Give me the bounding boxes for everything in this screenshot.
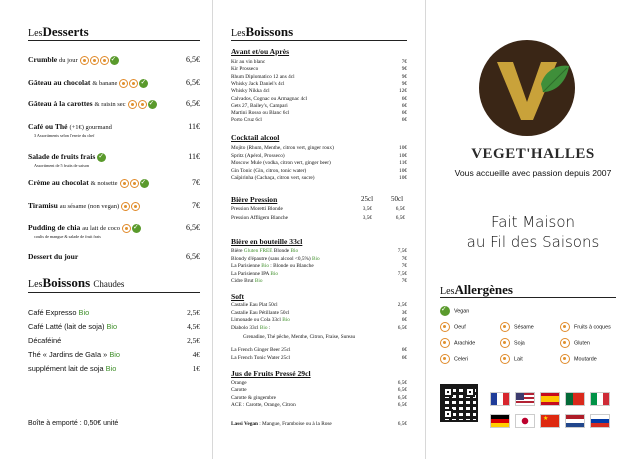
drink-row	[231, 96, 407, 102]
dessert-name: Crème au chocolat	[28, 178, 89, 187]
hot-drink-price: 4,5€	[187, 322, 200, 331]
gluten-free-label: Gluten FREE	[242, 248, 273, 254]
allergen-label: Sésame	[514, 324, 534, 331]
dessert-subtext: 3 Assortiments selon l'envie du chef	[34, 133, 95, 138]
hot-drink-price: 2,5€	[187, 308, 200, 317]
dessert-item	[28, 152, 200, 162]
allergen-icon	[120, 179, 129, 188]
drink-price: 6€	[401, 117, 407, 124]
dessert-item	[28, 99, 200, 109]
allergen-icons	[119, 78, 149, 88]
hot-drink-name: Décaféiné	[28, 336, 62, 345]
drink-price: 9€	[401, 66, 407, 73]
hot-drink-item	[28, 308, 200, 317]
allergen-entry	[440, 322, 466, 332]
dessert-price: 6,5€	[186, 223, 200, 232]
drink-section-header: Bière en bouteille 33cl	[231, 237, 303, 246]
flag-italy-icon[interactable]	[590, 392, 610, 406]
drink-name: Caïpirinha (Cachaça, citron vert, sucre)	[231, 175, 315, 182]
drink-row	[231, 206, 407, 212]
logo-v-icon	[479, 40, 575, 136]
drink-price: 11€	[399, 160, 407, 167]
drink-name: Orange	[231, 380, 247, 386]
bio-label: Bio	[269, 270, 279, 277]
drink-name: Bière	[231, 248, 243, 254]
drink-name: Martini Rosso ou Blanc 6cl	[231, 110, 290, 117]
drink-name: Kir au vin blanc	[231, 59, 266, 65]
drink-name: Carotte	[231, 387, 247, 394]
flag-japan-icon[interactable]	[515, 414, 535, 428]
bio-label: Bio	[280, 317, 290, 324]
allergen-icons	[120, 178, 150, 188]
drink-row	[231, 168, 407, 174]
drink-price: 7,5€	[397, 270, 407, 277]
drink-row	[231, 387, 407, 393]
vegan-icon	[139, 79, 148, 88]
allergen-icon	[122, 224, 131, 233]
drink-section-header: Soft	[231, 292, 245, 301]
drink-row	[231, 66, 407, 72]
drink-name: Pression Affligem Blanche	[231, 215, 288, 221]
drink-name: Pression Moretti Blonde	[231, 206, 283, 212]
hot-drink-price: 2,5€	[187, 336, 200, 345]
dessert-name: Tiramisu	[28, 201, 58, 210]
flag-netherlands-icon[interactable]	[565, 414, 585, 428]
drinks-title: LesBoissons	[231, 24, 294, 39]
allergen-icon	[119, 79, 128, 88]
drink-row	[231, 355, 407, 361]
dessert-name: Café ou Thé	[28, 122, 68, 131]
drink-row	[231, 153, 407, 159]
drink-price: 6,5€	[397, 380, 407, 386]
bio-label: Bio	[310, 255, 320, 262]
dessert-detail: au lait de coco	[82, 225, 120, 232]
dessert-price: 6,5€	[186, 55, 200, 64]
allergen-icon	[80, 56, 89, 65]
sesame-icon	[500, 322, 510, 332]
dessert-price: 6,5€	[186, 78, 200, 87]
egg-icon	[440, 322, 450, 332]
drink-price: 7€	[401, 263, 407, 270]
drink-row	[231, 310, 407, 316]
drink-price: 6€	[401, 317, 407, 324]
celery-icon	[440, 354, 450, 364]
dessert-item	[28, 78, 200, 88]
dessert-name: Pudding de chia	[28, 223, 81, 232]
takeaway-note: Boîte à emporté : 0,50€ unité	[28, 420, 119, 427]
allergen-icon	[131, 202, 140, 211]
allergen-entry	[440, 354, 468, 364]
allergen-icon	[90, 56, 99, 65]
drink-row	[231, 215, 407, 221]
allergen-entry	[440, 338, 475, 348]
drink-price: 6€	[401, 110, 407, 117]
bio-label: Bio	[78, 308, 90, 317]
dessert-item	[28, 201, 200, 211]
drink-name: Diabolo 33cl	[231, 324, 259, 331]
drink-price: 10€	[399, 175, 407, 182]
drink-price: 12€	[399, 88, 407, 95]
drink-price: 6€	[401, 102, 407, 109]
drink-row: Diabolo 33cl Bio : 6,5€	[231, 324, 407, 331]
bio-label: Bio	[105, 364, 117, 373]
hot-drink-name: Café Latté (lait de soja)	[28, 322, 105, 331]
hot-drinks-title: LesBoissons Chaudes	[28, 275, 125, 290]
drink-name: La French Ginger Beer 25cl	[231, 347, 291, 353]
drink-name: Whisky Jack Daniel's 4cl	[231, 80, 285, 87]
allergen-icons	[122, 223, 142, 233]
divider	[28, 40, 200, 41]
dessert-detail: & noisette	[90, 180, 118, 187]
drink-row	[231, 347, 407, 353]
drink-row	[231, 317, 407, 323]
allergen-icon	[130, 179, 139, 188]
nuts-icon	[560, 322, 570, 332]
dessert-item	[28, 55, 200, 65]
dessert-subtext: Assortiment de 5 fruits de saison	[34, 163, 90, 168]
drink-name: Porto Cruz 6cl	[231, 117, 262, 124]
drink-price: 6,5€	[397, 324, 407, 331]
allergen-entry	[560, 322, 611, 332]
drink-name: Castalie Eau Plat 50cl	[231, 302, 278, 308]
dessert-detail: du jour	[59, 57, 78, 64]
drink-name: La Parisienne IPA	[231, 270, 270, 277]
price-25cl: 3,5€	[362, 206, 372, 212]
hot-drink-item	[28, 350, 200, 359]
col-25cl: 25cl	[361, 195, 374, 203]
dessert-item	[28, 223, 200, 233]
drink-price: 7€	[401, 255, 407, 262]
allergen-label: Gluten	[574, 340, 590, 347]
drink-section-header: Jus de Fruits Pressé 29cl	[231, 369, 311, 378]
drink-row	[231, 278, 407, 284]
drink-row	[231, 380, 407, 386]
drinks-panel	[213, 0, 426, 459]
drink-section-header: Avant et/ou Après	[231, 47, 290, 56]
hot-drink-item	[28, 336, 200, 345]
dessert-price: 7€	[192, 178, 200, 187]
allergen-icons	[80, 55, 120, 65]
allergen-entry	[560, 354, 597, 364]
flag-russia-icon[interactable]	[590, 414, 610, 428]
dessert-detail: & raisin sec	[94, 101, 126, 108]
flag-china-icon[interactable]: ★	[540, 414, 560, 428]
drink-row	[231, 88, 407, 94]
mustard-icon	[560, 354, 570, 364]
dessert-subtext: coulis de mangue & salade de fruit frais	[34, 234, 101, 239]
brand-panel	[426, 0, 640, 459]
flag-usa-icon[interactable]	[515, 392, 535, 406]
divider	[28, 292, 200, 293]
drink-name: Spritz (Apérol, Prosseco)	[231, 152, 285, 159]
drink-section-header: Cocktail alcool	[231, 133, 280, 142]
drink-row	[231, 81, 407, 87]
drink-name: Gin Tonic (Gin, citron, tonic water)	[231, 167, 307, 174]
vegan-icon	[132, 224, 141, 233]
drink-price: 7€	[401, 59, 407, 65]
bio-label: Bio	[109, 350, 121, 359]
vegan-icon	[110, 56, 119, 65]
allergen-entry	[560, 338, 590, 348]
drink-price: 2,5€	[397, 302, 407, 308]
drink-row	[231, 110, 407, 116]
allergen-label: Lait	[514, 356, 523, 363]
drink-price: 6,5€	[397, 401, 407, 408]
drink-name: Mojito (Rhum, Menthe, citron vert, ginger roux)	[231, 145, 334, 151]
drink-row	[231, 402, 407, 408]
price-50cl: 6,5€	[395, 215, 405, 221]
dessert-detail: (+1€) gourmand	[69, 124, 112, 131]
peanut-icon	[440, 338, 450, 348]
gluten-icon	[560, 338, 570, 348]
allergen-icons	[121, 201, 141, 211]
allergen-label: Soja	[514, 340, 525, 347]
dessert-name: Gâteau au chocolat	[28, 78, 91, 87]
dessert-detail: au sésame (non vegan)	[59, 203, 120, 210]
flag-germany-icon[interactable]	[490, 414, 510, 428]
drink-name: Calvados, Cognac ou Armagnac 4cl	[231, 95, 308, 102]
drink-name: La Parisienne	[231, 263, 260, 270]
hot-drink-name: Café Expresso	[28, 308, 77, 317]
hot-drink-item	[28, 322, 200, 331]
drink-name: Castalie Eau Pétillante 50cl	[231, 309, 290, 316]
allergen-entry	[500, 338, 525, 348]
allergens-title: LesAllergènes	[440, 282, 513, 297]
allergen-label: Arachide	[454, 340, 476, 347]
allergen-icons	[97, 152, 107, 162]
drink-row	[231, 271, 407, 277]
drink-row	[231, 59, 407, 65]
slogan-line-1: Fait Maison	[490, 213, 576, 231]
drink-price: 10€	[399, 167, 407, 174]
dessert-price: 6,5€	[186, 99, 200, 108]
drink-row: Bière Gluten FREE Blonde Bio 7,5€	[231, 248, 407, 254]
desserts-title: LesDesserts	[28, 24, 89, 39]
drink-row	[231, 117, 407, 123]
drink-price: 9€	[401, 80, 407, 87]
dessert-name: Crumble	[28, 55, 58, 64]
dessert-name: Dessert du jour	[28, 252, 79, 261]
drink-name: ACE : Carotte, Orange, Citron	[231, 401, 296, 408]
dessert-name: Gâteau à la carottes	[28, 99, 93, 108]
bio-label: Bio	[258, 324, 268, 331]
drink-row	[231, 302, 407, 308]
drink-name: Moscow Mule (vodka, citron vert, ginger beer)	[231, 160, 331, 167]
divider	[440, 297, 616, 298]
drink-row	[231, 421, 407, 427]
flag-portugal-icon[interactable]	[565, 392, 585, 406]
hot-drink-price: 1€	[192, 364, 200, 373]
drink-price: 6€	[401, 347, 407, 353]
brand-logo	[479, 40, 575, 136]
allergen-label: Fruits à coques	[574, 324, 611, 331]
desserts-panel	[0, 0, 213, 459]
brand-name: VEGET'HALLES	[471, 146, 595, 162]
allergen-label: Celeri	[454, 356, 469, 363]
drink-price: 3€	[401, 309, 407, 316]
drink-price: 6,5€	[397, 421, 407, 427]
flag-spain-icon[interactable]	[540, 392, 560, 406]
allergen-entry	[440, 306, 469, 316]
divider	[231, 40, 407, 41]
vegan-icon	[140, 179, 149, 188]
bio-label: Bio	[106, 322, 118, 331]
dessert-price: 6,5€	[186, 252, 200, 261]
allergen-icon	[138, 100, 147, 109]
dessert-item	[28, 122, 200, 131]
milk-icon	[500, 354, 510, 364]
dessert-price: 11€	[188, 122, 200, 131]
drink-price: 9€	[401, 73, 407, 80]
allergen-icons	[128, 99, 158, 109]
drink-price: 7€	[401, 278, 407, 285]
allergen-icon	[121, 202, 130, 211]
allergen-label: Oeuf	[454, 324, 466, 331]
lassi-name: Lassi Vegan	[231, 421, 258, 427]
drink-row	[231, 145, 407, 151]
dessert-price: 11€	[188, 152, 200, 161]
dessert-item	[28, 252, 200, 261]
drink-price: 6,5€	[397, 394, 407, 401]
allergen-entry	[500, 322, 534, 332]
drink-section-header: Bière Pression	[231, 195, 278, 204]
hot-drink-name: supplément lait de soja	[28, 364, 104, 373]
drink-name: Blondy d'épautre (sans alcool <0,5%)	[231, 255, 311, 262]
vegan-icon	[97, 153, 106, 162]
drink-price: 6€	[401, 354, 407, 361]
drink-price: 7,5€	[397, 248, 407, 254]
drink-name: Carotte & gingembre	[231, 394, 277, 401]
allergen-icon	[128, 100, 137, 109]
drink-name: Gets 27, Bailey's, Campari	[231, 102, 288, 109]
drink-row	[231, 160, 407, 166]
slogan-line-2: au Fil des Saisons	[466, 233, 600, 251]
allergen-icon	[100, 56, 109, 65]
allergen-label: Vegan	[454, 308, 470, 315]
price-50cl: 6,5€	[395, 206, 405, 212]
brand-tagline: Vous accueille avec passion depuis 2007	[454, 168, 612, 178]
hot-drink-name: Thé « Jardins de Gaïa »	[28, 350, 108, 359]
dessert-price: 7€	[192, 201, 200, 210]
soy-icon	[500, 338, 510, 348]
bio-label: Bio	[259, 263, 269, 270]
drink-row	[231, 395, 407, 401]
vegan-icon	[148, 100, 157, 109]
drink-row	[231, 103, 407, 109]
drink-name: Limonade ou Cola 33cl	[231, 317, 281, 324]
lassi-detail: : Mangue, Framboise ou à la Rose	[257, 421, 332, 427]
drink-price: 6€	[401, 95, 407, 102]
flag-france-icon[interactable]	[490, 392, 510, 406]
drink-row	[231, 256, 407, 262]
hot-drink-item	[28, 364, 200, 373]
drink-name: Kir Prosseco	[231, 66, 259, 73]
drink-name: Rhum Diplomatico 12 ans 4cl	[231, 73, 295, 80]
drink-row	[231, 74, 407, 80]
allergen-label: Moutarde	[574, 356, 597, 363]
drink-price: 10€	[399, 145, 407, 151]
dessert-item	[28, 178, 200, 188]
drink-price: 10€	[399, 152, 407, 159]
drink-name: Whisky Nikka 4cl	[231, 88, 270, 95]
allergen-icon	[129, 79, 138, 88]
drink-price: 6,5€	[397, 387, 407, 394]
bio-label: Bio	[289, 248, 299, 254]
drink-row	[231, 175, 407, 181]
drink-row: La Parisienne Bio : Blonde ou Blanche 7€	[231, 263, 407, 270]
drink-name: La French Tonic Water 25cl	[231, 354, 291, 361]
col-50cl: 50cl	[391, 195, 404, 203]
drink-name: Cidre Brut	[231, 278, 254, 285]
allergen-entry	[500, 354, 523, 364]
hot-drink-price: 4€	[192, 350, 200, 359]
diabolo-flavours: Grenadine, Thé pêche, Menthe, Citron, Fraise, Sureau	[243, 334, 356, 340]
vegan-icon	[440, 306, 450, 316]
qr-code[interactable]	[440, 384, 478, 422]
dessert-detail: & banane	[92, 80, 118, 87]
dessert-name: Salade de fruits frais	[28, 152, 96, 161]
bio-label: Bio	[253, 278, 263, 285]
price-25cl: 3,5€	[362, 215, 372, 221]
